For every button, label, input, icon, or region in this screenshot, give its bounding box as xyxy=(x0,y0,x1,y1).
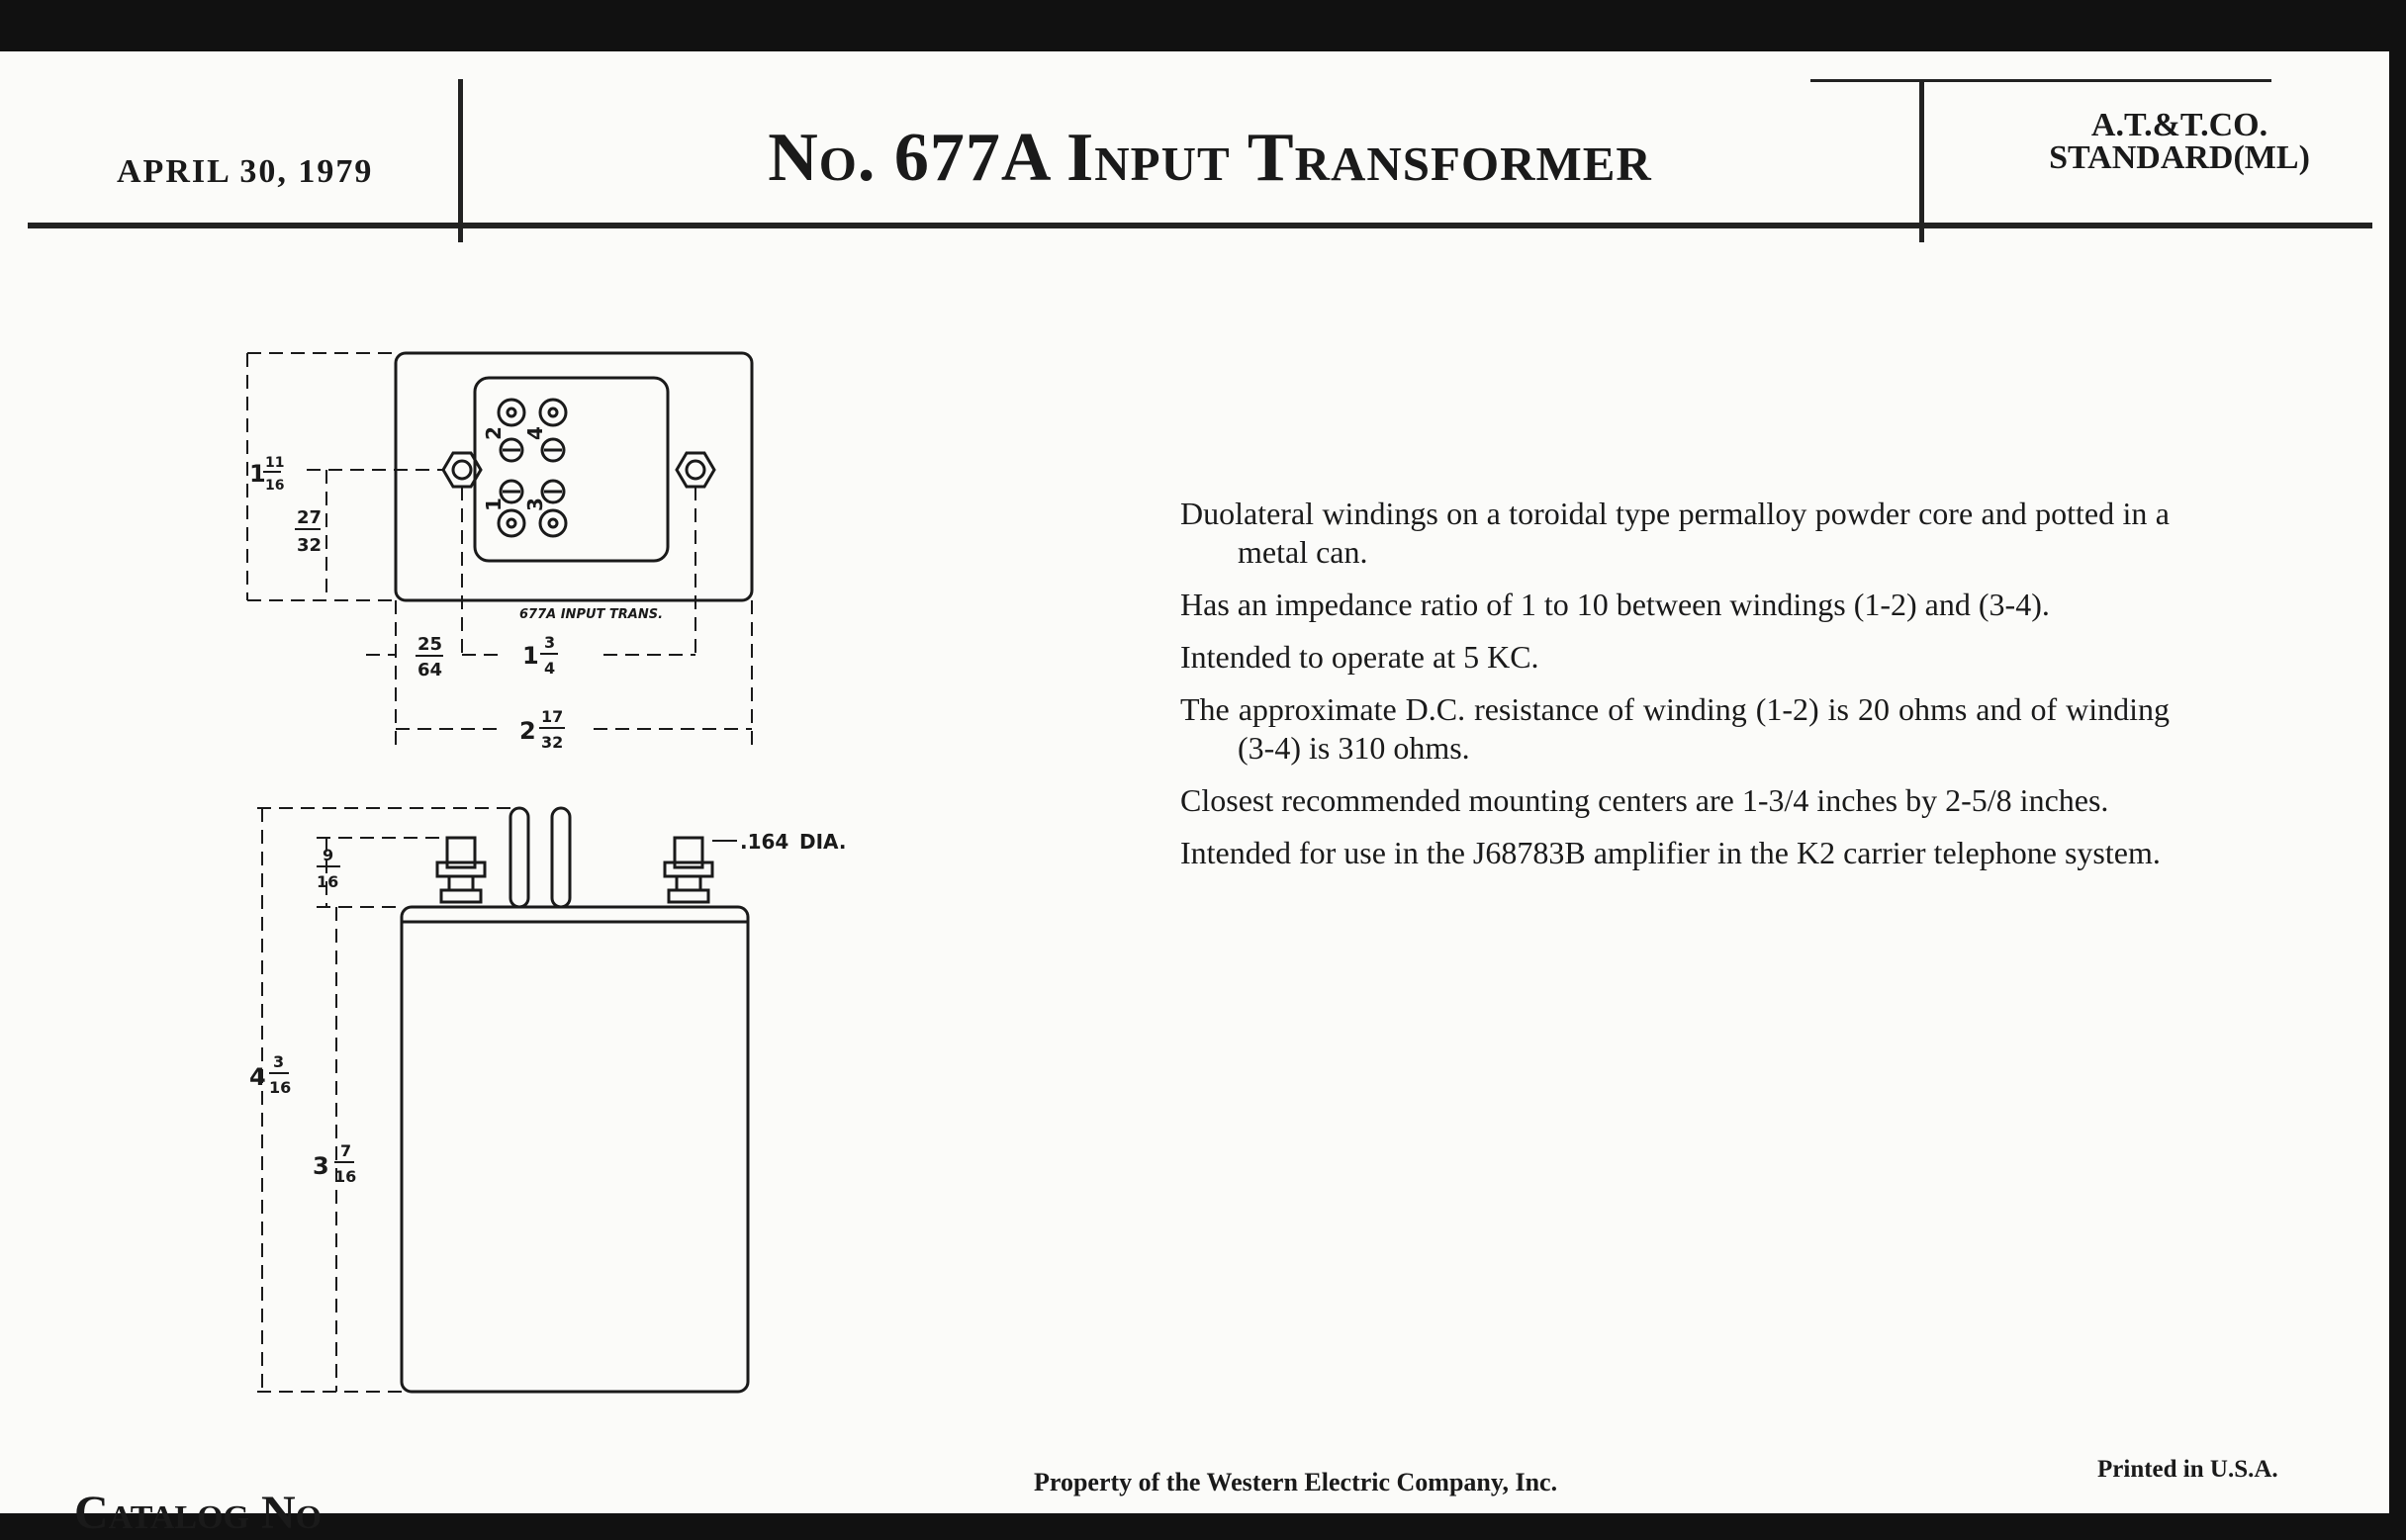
side-view-can-outline xyxy=(402,907,748,1392)
dim-total-height-whole: 4 xyxy=(249,1063,266,1091)
standard-line-2: STANDARD(ML) xyxy=(2049,139,2310,176)
terminal-label-3: 3 xyxy=(523,498,547,511)
terminal-label-4: 4 xyxy=(523,426,547,440)
description-paragraph: Duolateral windings on a toroidal type permalloy powder core and potted in a metal can. xyxy=(1180,496,2170,570)
description xyxy=(1180,495,2170,886)
side-view xyxy=(257,808,748,1392)
transformer-drawing xyxy=(218,264,910,1431)
header-rule xyxy=(28,223,2372,228)
dim-mounting-whole: 1 xyxy=(522,642,539,670)
description-paragraph: Intended to operate at 5 KC. xyxy=(1180,639,1539,675)
dim-total-height-den: 16 xyxy=(269,1078,292,1097)
dim-mounting-num: 3 xyxy=(544,633,556,652)
terminal-stud-right-icon xyxy=(665,838,712,902)
lead-tab-left xyxy=(510,808,528,907)
lead-tab-right xyxy=(552,808,570,907)
dim-terminal-dia: .164 xyxy=(740,830,789,854)
description-paragraph: Has an impedance ratio of 1 to 10 between windings (1-2) and (3-4). xyxy=(1180,587,2050,622)
dim-height-num: 11 xyxy=(265,455,285,471)
issue-date: APRIL 30, 1979 xyxy=(117,153,374,190)
side-view-dimensions xyxy=(257,808,510,1392)
dim-width-whole: 2 xyxy=(519,717,536,745)
description-paragraph: The approximate D.C. resistance of winding (1-2) is 20 ohms and of winding (3-4) is 310 ohms. xyxy=(1180,691,2170,766)
dim-total-height-num: 3 xyxy=(273,1052,285,1071)
dim-height-whole: 1 xyxy=(249,460,266,488)
dim-height-den: 16 xyxy=(265,478,285,494)
description-paragraph: Closest recommended mounting centers are 1-3/4 inches by 2-5/8 inches. xyxy=(1180,782,2109,818)
dim-terminal-height-den: 16 xyxy=(317,872,339,891)
mounting-stud-right-icon xyxy=(677,453,714,487)
terminal-stud-left-icon xyxy=(437,838,485,902)
dim-can-height-num: 7 xyxy=(340,1141,352,1160)
dim-half-height-den: 32 xyxy=(297,535,323,556)
dim-can-height-whole: 3 xyxy=(313,1152,329,1180)
dim-width-num: 17 xyxy=(541,707,564,726)
dim-mounting-den: 4 xyxy=(544,659,556,678)
dim-half-height-num: 27 xyxy=(297,507,323,528)
printed-notice: Printed in U.S.A. xyxy=(2097,1456,2278,1483)
header-divider-right xyxy=(1919,79,1924,242)
part-label: 677A INPUT TRANS. xyxy=(519,607,664,622)
dim-offset-num: 25 xyxy=(417,634,443,655)
standard-label xyxy=(1972,109,2387,174)
catalog-number-label: Catalog No xyxy=(74,1487,323,1539)
catalog-sheet xyxy=(0,51,2389,1539)
dim-offset-den: 64 xyxy=(417,660,443,680)
dim-dia-label: DIA. xyxy=(799,830,847,854)
description-paragraph: Intended for use in the J68783B amplifier in the K2 carrier telephone system. xyxy=(1180,835,2161,870)
terminal-label-2: 2 xyxy=(482,426,506,440)
top-view xyxy=(247,353,752,749)
property-notice: Property of the Western Electric Company, Inc. xyxy=(1034,1468,1558,1496)
dim-width-den: 32 xyxy=(541,733,564,752)
header-divider-left xyxy=(458,79,463,242)
dim-terminal-height-num: 9 xyxy=(323,846,334,864)
terminal-circles xyxy=(499,400,566,536)
dim-can-height-den: 16 xyxy=(334,1167,357,1186)
page-title: No. 677A Input Transformer xyxy=(768,120,1652,196)
terminal-label-1: 1 xyxy=(482,498,506,511)
standard-line-1: A.T.&T.CO. xyxy=(2090,107,2268,143)
